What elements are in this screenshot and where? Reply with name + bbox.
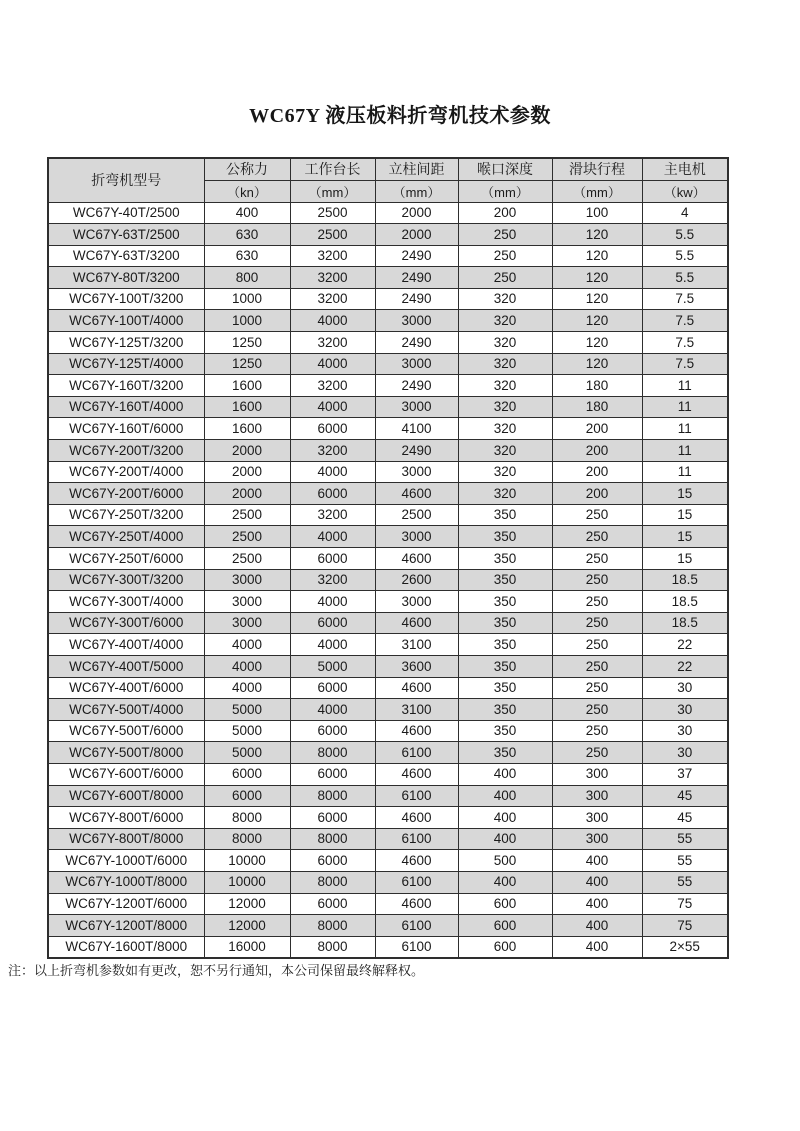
model-cell: WC67Y-600T/8000 [48, 785, 204, 807]
value-cell: 4600 [375, 850, 458, 872]
model-cell: WC67Y-800T/6000 [48, 807, 204, 829]
value-cell: 6100 [375, 828, 458, 850]
table-row [48, 850, 728, 872]
model-cell: WC67Y-500T/8000 [48, 742, 204, 764]
value-cell: 3000 [375, 396, 458, 418]
value-cell: 6000 [290, 612, 375, 634]
value-cell: 3200 [290, 267, 375, 289]
value-cell: 18.5 [642, 612, 728, 634]
value-cell: 11 [642, 440, 728, 462]
value-cell: 600 [458, 893, 552, 915]
value-cell: 3200 [290, 288, 375, 310]
value-cell: 3000 [204, 591, 290, 613]
table-row [48, 245, 728, 267]
table-row [48, 526, 728, 548]
model-cell: WC67Y-63T/2500 [48, 224, 204, 246]
table-row [48, 461, 728, 483]
value-cell: 4000 [204, 634, 290, 656]
value-cell: 2490 [375, 440, 458, 462]
model-cell: WC67Y-1000T/6000 [48, 850, 204, 872]
value-cell: 30 [642, 677, 728, 699]
table-row [48, 332, 728, 354]
value-cell: 1250 [204, 353, 290, 375]
value-cell: 4000 [290, 396, 375, 418]
value-cell: 30 [642, 720, 728, 742]
value-cell: 3000 [204, 569, 290, 591]
value-cell: 8000 [290, 828, 375, 850]
value-cell: 7.5 [642, 332, 728, 354]
value-cell: 6000 [290, 893, 375, 915]
value-cell: 4000 [290, 526, 375, 548]
value-cell: 120 [552, 353, 642, 375]
value-cell: 120 [552, 288, 642, 310]
value-cell: 200 [552, 440, 642, 462]
value-cell: 630 [204, 224, 290, 246]
value-cell: 800 [204, 267, 290, 289]
model-cell: WC67Y-1200T/8000 [48, 915, 204, 937]
value-cell: 3000 [204, 612, 290, 634]
value-cell: 320 [458, 440, 552, 462]
value-cell: 320 [458, 353, 552, 375]
value-cell: 3200 [290, 569, 375, 591]
value-cell: 6000 [290, 807, 375, 829]
value-cell: 250 [552, 526, 642, 548]
value-cell: 8000 [290, 915, 375, 937]
value-cell: 4600 [375, 763, 458, 785]
value-cell: 3200 [290, 332, 375, 354]
value-cell: 250 [458, 267, 552, 289]
value-cell: 350 [458, 677, 552, 699]
value-cell: 1600 [204, 396, 290, 418]
value-cell: 5.5 [642, 224, 728, 246]
model-cell: WC67Y-63T/3200 [48, 245, 204, 267]
model-cell: WC67Y-300T/3200 [48, 569, 204, 591]
value-cell: 6100 [375, 871, 458, 893]
table-row [48, 267, 728, 289]
value-cell: 400 [552, 850, 642, 872]
value-cell: 4000 [204, 655, 290, 677]
value-cell: 2490 [375, 375, 458, 397]
model-cell: WC67Y-200T/6000 [48, 483, 204, 505]
value-cell: 8000 [290, 742, 375, 764]
model-cell: WC67Y-800T/8000 [48, 828, 204, 850]
value-cell: 18.5 [642, 569, 728, 591]
value-cell: 400 [458, 807, 552, 829]
value-cell: 2500 [204, 504, 290, 526]
value-cell: 11 [642, 461, 728, 483]
value-cell: 320 [458, 332, 552, 354]
model-cell: WC67Y-600T/6000 [48, 763, 204, 785]
model-cell: WC67Y-160T/4000 [48, 396, 204, 418]
value-cell: 2000 [204, 440, 290, 462]
model-cell: WC67Y-125T/3200 [48, 332, 204, 354]
value-cell: 250 [458, 224, 552, 246]
value-cell: 600 [458, 915, 552, 937]
value-cell: 2500 [375, 504, 458, 526]
value-cell: 350 [458, 548, 552, 570]
value-cell: 6000 [290, 548, 375, 570]
page-title: WC67Y 液压板料折弯机技术参数 [249, 105, 551, 127]
value-cell: 2490 [375, 332, 458, 354]
value-cell: 300 [552, 763, 642, 785]
table-row [48, 655, 728, 677]
table-row [48, 893, 728, 915]
value-cell: 5000 [204, 720, 290, 742]
value-cell: 3200 [290, 440, 375, 462]
column-unit-column-distance: （mm） [375, 180, 458, 202]
value-cell: 45 [642, 807, 728, 829]
table-row [48, 288, 728, 310]
value-cell: 2490 [375, 288, 458, 310]
value-cell: 6000 [290, 418, 375, 440]
model-cell: WC67Y-250T/4000 [48, 526, 204, 548]
value-cell: 120 [552, 332, 642, 354]
value-cell: 2500 [204, 526, 290, 548]
table-row [48, 936, 728, 958]
value-cell: 300 [552, 828, 642, 850]
value-cell: 75 [642, 915, 728, 937]
model-cell: WC67Y-400T/4000 [48, 634, 204, 656]
value-cell: 6100 [375, 915, 458, 937]
value-cell: 16000 [204, 936, 290, 958]
table-row [48, 634, 728, 656]
value-cell: 1000 [204, 288, 290, 310]
value-cell: 3000 [375, 461, 458, 483]
value-cell: 250 [552, 569, 642, 591]
value-cell: 4000 [290, 461, 375, 483]
value-cell: 250 [552, 548, 642, 570]
table-row [48, 591, 728, 613]
value-cell: 350 [458, 655, 552, 677]
value-cell: 3600 [375, 655, 458, 677]
column-header-model: 折弯机型号 [48, 158, 204, 202]
value-cell: 250 [552, 742, 642, 764]
value-cell: 3000 [375, 310, 458, 332]
value-cell: 180 [552, 375, 642, 397]
table-row [48, 548, 728, 570]
value-cell: 200 [458, 202, 552, 224]
value-cell: 4600 [375, 807, 458, 829]
value-cell: 4100 [375, 418, 458, 440]
value-cell: 4600 [375, 483, 458, 505]
column-header-column-distance: 立柱间距 [375, 158, 458, 180]
value-cell: 4600 [375, 612, 458, 634]
value-cell: 3000 [375, 353, 458, 375]
value-cell: 3100 [375, 699, 458, 721]
value-cell: 6100 [375, 936, 458, 958]
value-cell: 250 [552, 720, 642, 742]
value-cell: 15 [642, 548, 728, 570]
model-cell: WC67Y-500T/4000 [48, 699, 204, 721]
value-cell: 320 [458, 288, 552, 310]
value-cell: 22 [642, 655, 728, 677]
value-cell: 320 [458, 310, 552, 332]
value-cell: 350 [458, 612, 552, 634]
value-cell: 12000 [204, 893, 290, 915]
table-row [48, 742, 728, 764]
table-row [48, 483, 728, 505]
model-cell: WC67Y-400T/5000 [48, 655, 204, 677]
value-cell: 350 [458, 591, 552, 613]
model-cell: WC67Y-250T/3200 [48, 504, 204, 526]
footer-note: 注：以上折弯机参数如有更改，恕不另行通知，本公司保留最终解释权。 [8, 963, 425, 978]
table-row [48, 310, 728, 332]
value-cell: 2000 [375, 202, 458, 224]
value-cell: 5000 [204, 699, 290, 721]
value-cell: 75 [642, 893, 728, 915]
value-cell: 120 [552, 267, 642, 289]
model-cell: WC67Y-300T/6000 [48, 612, 204, 634]
value-cell: 400 [458, 785, 552, 807]
model-cell: WC67Y-40T/2500 [48, 202, 204, 224]
value-cell: 4000 [290, 591, 375, 613]
table-row [48, 569, 728, 591]
value-cell: 320 [458, 461, 552, 483]
value-cell: 7.5 [642, 310, 728, 332]
value-cell: 400 [552, 915, 642, 937]
value-cell: 2490 [375, 267, 458, 289]
value-cell: 320 [458, 396, 552, 418]
table-header [48, 158, 728, 202]
header-name-row [48, 158, 728, 180]
value-cell: 200 [552, 418, 642, 440]
value-cell: 3200 [290, 375, 375, 397]
value-cell: 250 [552, 612, 642, 634]
value-cell: 6100 [375, 785, 458, 807]
spec-table [47, 157, 729, 959]
column-unit-ram-stroke: （mm） [552, 180, 642, 202]
value-cell: 200 [552, 461, 642, 483]
value-cell: 100 [552, 202, 642, 224]
value-cell: 4000 [290, 634, 375, 656]
value-cell: 2000 [204, 483, 290, 505]
value-cell: 4600 [375, 893, 458, 915]
table-body [48, 202, 728, 958]
value-cell: 400 [552, 936, 642, 958]
value-cell: 6000 [290, 483, 375, 505]
table-row [48, 224, 728, 246]
value-cell: 120 [552, 310, 642, 332]
value-cell: 1600 [204, 375, 290, 397]
value-cell: 4600 [375, 720, 458, 742]
value-cell: 320 [458, 418, 552, 440]
value-cell: 250 [552, 591, 642, 613]
column-header-throat-depth: 喉口深度 [458, 158, 552, 180]
value-cell: 3100 [375, 634, 458, 656]
value-cell: 350 [458, 634, 552, 656]
value-cell: 2000 [204, 461, 290, 483]
value-cell: 11 [642, 418, 728, 440]
value-cell: 30 [642, 742, 728, 764]
value-cell: 250 [552, 655, 642, 677]
value-cell: 8000 [290, 936, 375, 958]
model-cell: WC67Y-400T/6000 [48, 677, 204, 699]
column-unit-nominal-force: （kn） [204, 180, 290, 202]
value-cell: 55 [642, 871, 728, 893]
value-cell: 7.5 [642, 288, 728, 310]
model-cell: WC67Y-500T/6000 [48, 720, 204, 742]
value-cell: 45 [642, 785, 728, 807]
value-cell: 250 [552, 699, 642, 721]
value-cell: 350 [458, 569, 552, 591]
value-cell: 55 [642, 850, 728, 872]
value-cell: 6000 [290, 677, 375, 699]
table-row [48, 915, 728, 937]
value-cell: 4600 [375, 677, 458, 699]
value-cell: 11 [642, 396, 728, 418]
value-cell: 300 [552, 807, 642, 829]
column-header-ram-stroke: 滑块行程 [552, 158, 642, 180]
table-row [48, 440, 728, 462]
value-cell: 30 [642, 699, 728, 721]
table-row [48, 785, 728, 807]
value-cell: 4 [642, 202, 728, 224]
value-cell: 180 [552, 396, 642, 418]
value-cell: 6000 [290, 763, 375, 785]
value-cell: 2000 [375, 224, 458, 246]
value-cell: 400 [552, 893, 642, 915]
value-cell: 400 [458, 763, 552, 785]
model-cell: WC67Y-100T/4000 [48, 310, 204, 332]
table-row [48, 763, 728, 785]
value-cell: 15 [642, 504, 728, 526]
value-cell: 350 [458, 526, 552, 548]
value-cell: 400 [552, 871, 642, 893]
value-cell: 2500 [290, 224, 375, 246]
model-cell: WC67Y-250T/6000 [48, 548, 204, 570]
model-cell: WC67Y-1600T/8000 [48, 936, 204, 958]
value-cell: 1000 [204, 310, 290, 332]
column-header-nominal-force: 公称力 [204, 158, 290, 180]
value-cell: 4600 [375, 548, 458, 570]
value-cell: 1600 [204, 418, 290, 440]
model-cell: WC67Y-200T/4000 [48, 461, 204, 483]
table-row [48, 396, 728, 418]
value-cell: 350 [458, 742, 552, 764]
value-cell: 10000 [204, 850, 290, 872]
value-cell: 250 [458, 245, 552, 267]
value-cell: 6000 [290, 720, 375, 742]
value-cell: 2500 [290, 202, 375, 224]
model-cell: WC67Y-80T/3200 [48, 267, 204, 289]
value-cell: 2×55 [642, 936, 728, 958]
value-cell: 3000 [375, 591, 458, 613]
value-cell: 3000 [375, 526, 458, 548]
value-cell: 15 [642, 526, 728, 548]
value-cell: 6000 [204, 785, 290, 807]
value-cell: 300 [552, 785, 642, 807]
model-cell: WC67Y-300T/4000 [48, 591, 204, 613]
value-cell: 6000 [204, 763, 290, 785]
value-cell: 350 [458, 699, 552, 721]
value-cell: 8000 [204, 828, 290, 850]
table-row [48, 353, 728, 375]
table-row [48, 699, 728, 721]
model-cell: WC67Y-160T/6000 [48, 418, 204, 440]
value-cell: 250 [552, 634, 642, 656]
table-row [48, 202, 728, 224]
table-row [48, 720, 728, 742]
value-cell: 2600 [375, 569, 458, 591]
value-cell: 5.5 [642, 267, 728, 289]
column-unit-throat-depth: （mm） [458, 180, 552, 202]
table-row [48, 418, 728, 440]
value-cell: 630 [204, 245, 290, 267]
value-cell: 2490 [375, 245, 458, 267]
value-cell: 55 [642, 828, 728, 850]
table-row [48, 677, 728, 699]
value-cell: 250 [552, 677, 642, 699]
value-cell: 350 [458, 504, 552, 526]
value-cell: 6000 [290, 850, 375, 872]
model-cell: WC67Y-100T/3200 [48, 288, 204, 310]
value-cell: 600 [458, 936, 552, 958]
model-cell: WC67Y-1200T/6000 [48, 893, 204, 915]
value-cell: 5000 [290, 655, 375, 677]
table-row [48, 504, 728, 526]
model-cell: WC67Y-1000T/8000 [48, 871, 204, 893]
value-cell: 12000 [204, 915, 290, 937]
value-cell: 11 [642, 375, 728, 397]
value-cell: 3200 [290, 504, 375, 526]
value-cell: 8000 [204, 807, 290, 829]
value-cell: 5.5 [642, 245, 728, 267]
model-cell: WC67Y-125T/4000 [48, 353, 204, 375]
table-row [48, 807, 728, 829]
value-cell: 120 [552, 245, 642, 267]
value-cell: 1250 [204, 332, 290, 354]
value-cell: 320 [458, 375, 552, 397]
table-row [48, 612, 728, 634]
value-cell: 500 [458, 850, 552, 872]
value-cell: 400 [458, 828, 552, 850]
value-cell: 250 [552, 504, 642, 526]
column-unit-table-length: （mm） [290, 180, 375, 202]
value-cell: 5000 [204, 742, 290, 764]
column-header-table-length: 工作台长 [290, 158, 375, 180]
table-row [48, 375, 728, 397]
column-header-main-motor: 主电机 [642, 158, 728, 180]
value-cell: 15 [642, 483, 728, 505]
value-cell: 37 [642, 763, 728, 785]
model-cell: WC67Y-160T/3200 [48, 375, 204, 397]
value-cell: 6100 [375, 742, 458, 764]
value-cell: 8000 [290, 785, 375, 807]
value-cell: 4000 [290, 310, 375, 332]
model-cell: WC67Y-200T/3200 [48, 440, 204, 462]
value-cell: 2500 [204, 548, 290, 570]
value-cell: 18.5 [642, 591, 728, 613]
value-cell: 350 [458, 720, 552, 742]
value-cell: 4000 [290, 353, 375, 375]
value-cell: 22 [642, 634, 728, 656]
table-row [48, 871, 728, 893]
column-unit-main-motor: （kw） [642, 180, 728, 202]
value-cell: 10000 [204, 871, 290, 893]
value-cell: 200 [552, 483, 642, 505]
value-cell: 320 [458, 483, 552, 505]
table-row [48, 828, 728, 850]
value-cell: 400 [458, 871, 552, 893]
value-cell: 8000 [290, 871, 375, 893]
value-cell: 3200 [290, 245, 375, 267]
value-cell: 4000 [290, 699, 375, 721]
value-cell: 120 [552, 224, 642, 246]
value-cell: 4000 [204, 677, 290, 699]
value-cell: 400 [204, 202, 290, 224]
value-cell: 7.5 [642, 353, 728, 375]
